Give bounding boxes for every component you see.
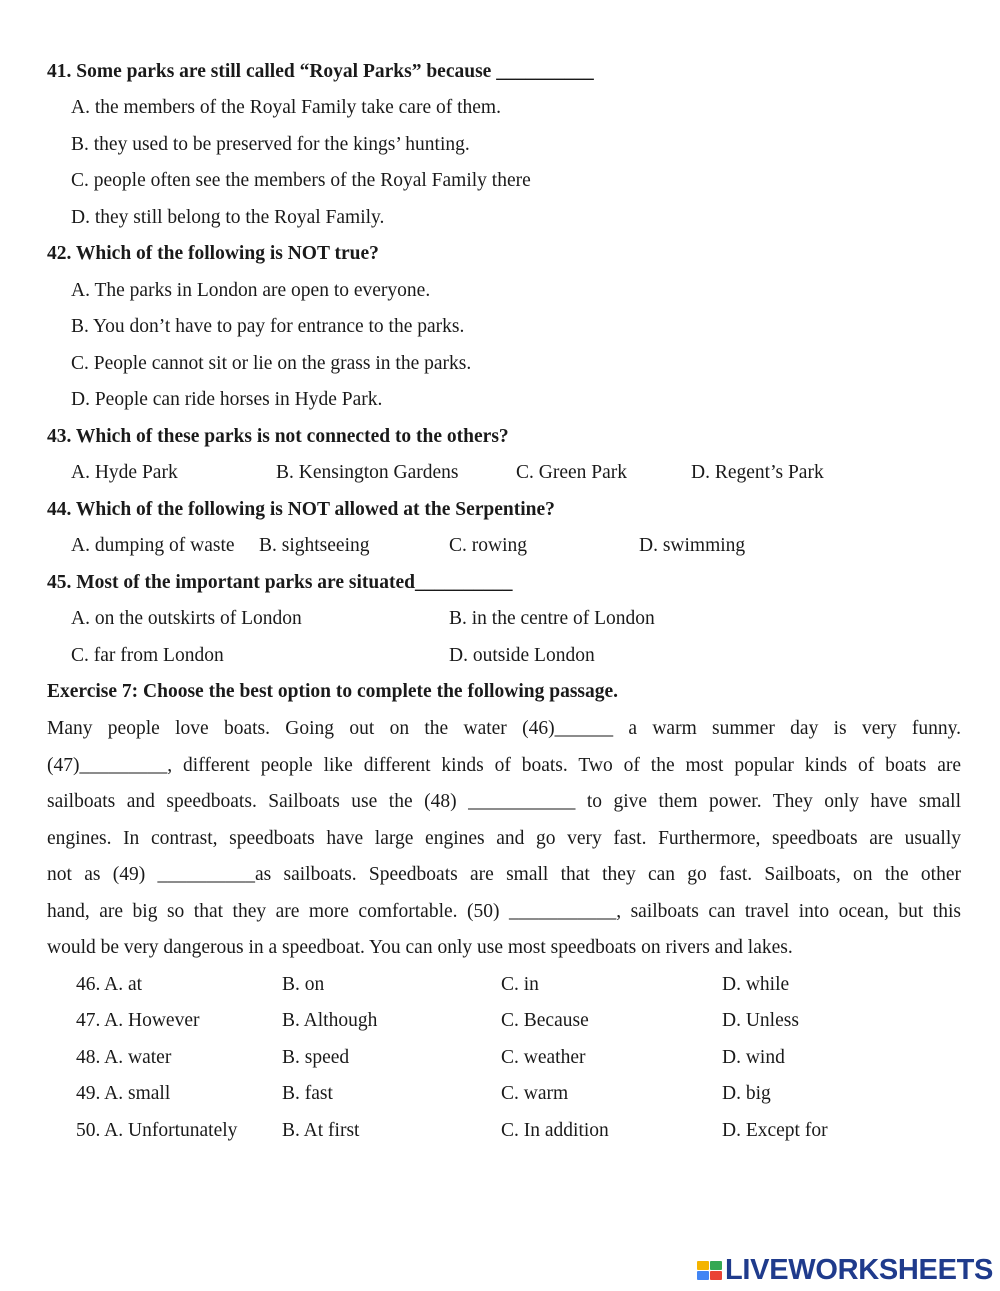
- question-45-option-d: D. outside London: [449, 645, 595, 666]
- answer-49-option-a: 49. A. small: [76, 1083, 171, 1104]
- question-41-stem: 41. Some parks are still called “Royal Parks” because __________: [47, 61, 594, 82]
- question-43-option-c: C. Green Park: [516, 462, 628, 483]
- question-44-option-d: D. swimming: [639, 535, 746, 556]
- passage-line: Many people love boats. Going out on the water (46)______ a warm summer day is very funny.: [47, 718, 961, 739]
- answer-48-option-b: B. speed: [282, 1047, 350, 1068]
- question-44-stem: 44. Which of the following is NOT allowed at the Serpentine?: [47, 499, 555, 520]
- question-44-option-a: A. dumping of waste: [71, 535, 235, 556]
- answer-48-option-a: 48. A. water: [76, 1047, 172, 1068]
- answer-46-option-b: B. on: [282, 974, 325, 995]
- question-41-option-a: A. the members of the Royal Family take care of them.: [71, 97, 501, 118]
- answer-48-option-d: D. wind: [722, 1047, 785, 1068]
- question-42-option-d: D. People can ride horses in Hyde Park.: [71, 389, 383, 410]
- question-45-option-a: A. on the outskirts of London: [71, 608, 302, 629]
- question-45-option-c: C. far from London: [71, 645, 224, 666]
- question-43-option-d: D. Regent’s Park: [691, 462, 824, 483]
- question-41-option-b: B. they used to be preserved for the kings’ hunting.: [71, 134, 470, 155]
- answer-47-option-b: B. Although: [282, 1010, 378, 1031]
- question-41-option-d: D. they still belong to the Royal Family.: [71, 207, 385, 228]
- question-45-stem: 45. Most of the important parks are situated__________: [47, 572, 513, 593]
- question-42-stem: 42. Which of the following is NOT true?: [47, 243, 379, 264]
- answer-46-option-c: C. in: [501, 974, 539, 995]
- answer-50-option-d: D. Except for: [722, 1120, 828, 1141]
- question-44-option-b: B. sightseeing: [259, 535, 370, 556]
- answer-50-option-c: C. In addition: [501, 1120, 609, 1141]
- passage-line: sailboats and speedboats. Sailboats use the (48) ___________ to give them power. They only have small: [47, 791, 961, 812]
- passage-line: engines. In contrast, speedboats have large engines and go very fast. Furthermore, speedboats are usually: [47, 828, 961, 849]
- answer-49-option-b: B. fast: [282, 1083, 333, 1104]
- passage-line: would be very dangerous in a speedboat. You can only use most speedboats on rivers and lakes.: [47, 937, 793, 958]
- passage-line: hand, are big so that they are more comfortable. (50) ___________, sailboats can travel into ocean, but this: [47, 901, 961, 922]
- answer-47-option-d: D. Unless: [722, 1010, 799, 1031]
- answer-50-option-a: 50. A. Unfortunately: [76, 1120, 238, 1141]
- liveworksheets-logo-text: LIVEWORKSHEETS: [725, 1253, 994, 1286]
- exercise-7-heading: Exercise 7: Choose the best option to complete the following passage.: [47, 681, 619, 702]
- answer-49-option-d: D. big: [722, 1083, 771, 1104]
- answer-48-option-c: C. weather: [501, 1047, 586, 1068]
- answer-50-option-b: B. At first: [282, 1120, 360, 1141]
- passage-line: (47)_________, different people like different kinds of boats. Two of the most popular kinds of boats are: [47, 755, 961, 776]
- question-45-option-b: B. in the centre of London: [449, 608, 655, 629]
- answer-46-option-d: D. while: [722, 974, 790, 995]
- liveworksheets-logo-icon: [697, 1261, 722, 1280]
- question-41-option-c: C. people often see the members of the Royal Family there: [71, 170, 531, 191]
- question-43-stem: 43. Which of these parks is not connected to the others?: [47, 426, 509, 447]
- liveworksheets-logo: [697, 1255, 993, 1285]
- question-43-option-b: B. Kensington Gardens: [276, 462, 459, 483]
- question-42-option-c: C. People cannot sit or lie on the grass in the parks.: [71, 353, 472, 374]
- answer-49-option-c: C. warm: [501, 1083, 569, 1104]
- answer-47-option-c: C. Because: [501, 1010, 589, 1031]
- question-42-option-a: A. The parks in London are open to everyone.: [71, 280, 431, 301]
- answer-47-option-a: 47. A. However: [76, 1010, 200, 1031]
- question-42-option-b: B. You don’t have to pay for entrance to the parks.: [71, 316, 465, 337]
- question-43-option-a: A. Hyde Park: [71, 462, 178, 483]
- question-44-option-c: C. rowing: [449, 535, 527, 556]
- passage-line: not as (49) __________as sailboats. Speedboats are small that they can go fast. Sailboats, on the other: [47, 864, 961, 885]
- answer-46-option-a: 46. A. at: [76, 974, 143, 995]
